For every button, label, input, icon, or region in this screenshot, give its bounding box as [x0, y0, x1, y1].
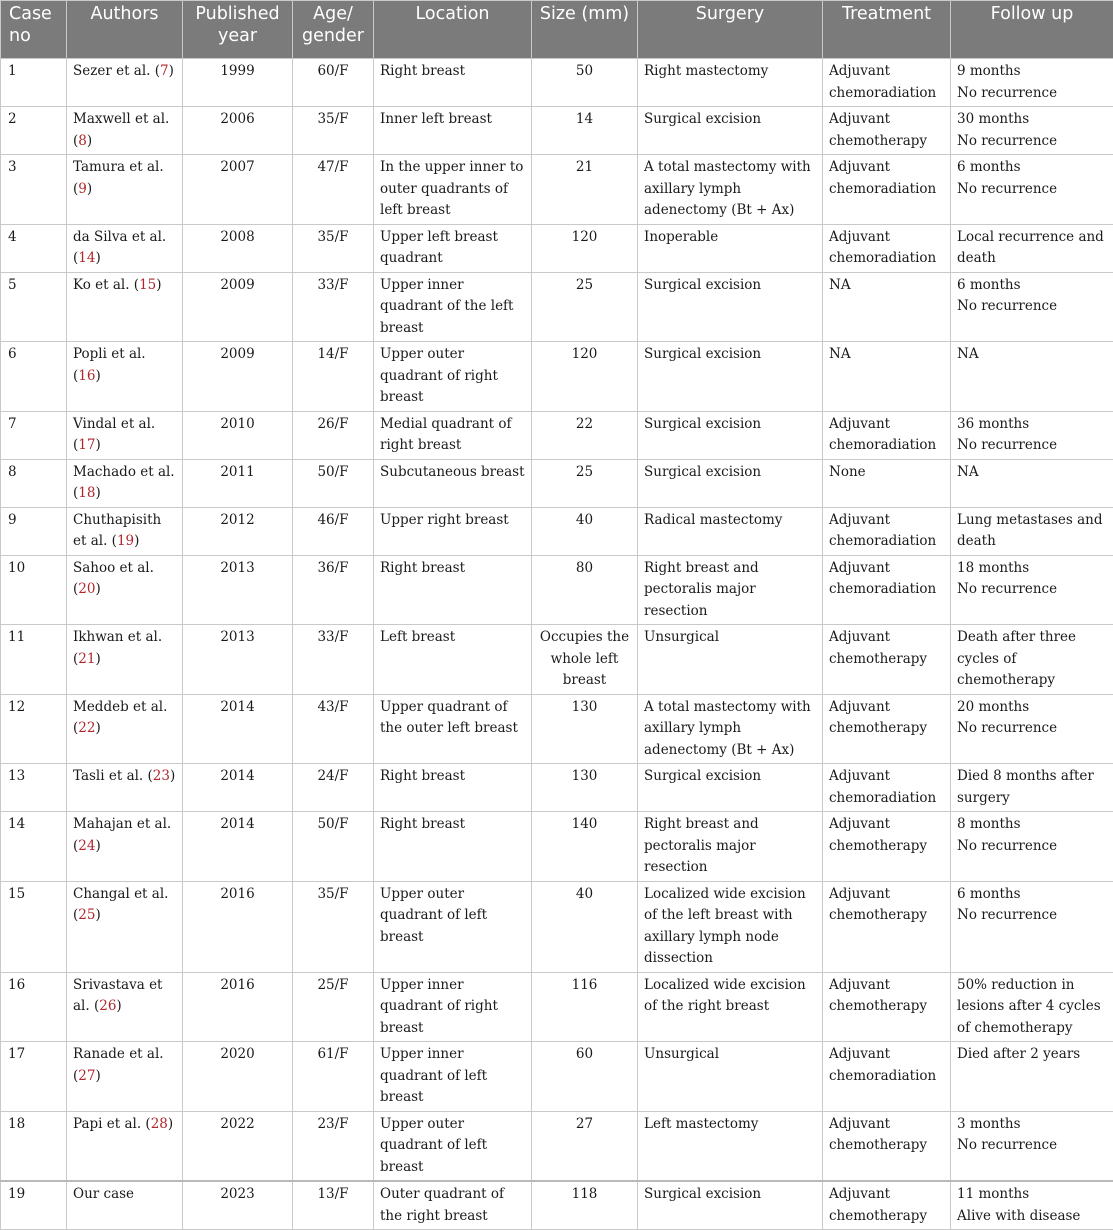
cell-age-gender: 35/F — [293, 107, 374, 155]
header-label: Authors — [90, 4, 158, 24]
table-row — [1, 625, 1113, 695]
cell-size: 60 — [532, 1042, 638, 1112]
cell-case-no: 6 — [1, 342, 67, 412]
cell-case-no: 13 — [1, 764, 67, 812]
cell-case-no: 14 — [1, 812, 67, 882]
cell-treatment: Adjuvant chemoradiation — [823, 155, 951, 225]
cell-location: Upper outer quadrant of left breast — [374, 881, 532, 972]
cell-authors: Changal et al. (25) — [67, 881, 183, 972]
header-label: Size (mm) — [540, 4, 629, 24]
cell-authors: Papi et al. (28) — [67, 1111, 183, 1181]
cell-age-gender: 33/F — [293, 625, 374, 695]
header-label: Case no — [9, 4, 52, 46]
citation-link[interactable]: 28 — [151, 1116, 168, 1132]
cell-follow-up: Death after three cycles of chemotherapy — [951, 625, 1113, 695]
cell-case-no: 9 — [1, 507, 67, 555]
cell-location: Upper inner quadrant of the left breast — [374, 272, 532, 342]
cell-age-gender: 50/F — [293, 459, 374, 507]
citation-link[interactable]: 23 — [153, 768, 170, 784]
citation-link[interactable]: 14 — [78, 250, 95, 266]
cell-location: Right breast — [374, 764, 532, 812]
cell-treatment: NA — [823, 272, 951, 342]
cell-age-gender: 24/F — [293, 764, 374, 812]
author-name: Meddeb et al. — [73, 699, 167, 715]
author-name: Ikhwan et al. — [73, 629, 162, 645]
cell-surgery: Right mastectomy — [638, 59, 823, 107]
cell-follow-up: 9 months No recurrence — [951, 59, 1113, 107]
cell-age-gender: 50/F — [293, 812, 374, 882]
header-case-no — [1, 1, 67, 59]
cell-published-year: 2012 — [183, 507, 293, 555]
cell-treatment: NA — [823, 342, 951, 412]
cell-surgery: Surgical excision — [638, 1181, 823, 1230]
table-row — [1, 555, 1113, 625]
citation-link[interactable]: 22 — [78, 720, 95, 736]
table-row — [1, 764, 1113, 812]
cell-location: Upper quadrant of the outer left breast — [374, 694, 532, 764]
cell-case-no: 5 — [1, 272, 67, 342]
cell-case-no: 2 — [1, 107, 67, 155]
cell-published-year: 2016 — [183, 881, 293, 972]
cell-surgery: Surgical excision — [638, 272, 823, 342]
citation-link[interactable]: 19 — [117, 533, 134, 549]
cell-case-no: 10 — [1, 555, 67, 625]
cell-published-year: 2009 — [183, 342, 293, 412]
author-name: Machado et al. — [73, 464, 175, 480]
cell-treatment: Adjuvant chemoradiation — [823, 411, 951, 459]
cell-published-year: 2006 — [183, 107, 293, 155]
cell-case-no: 15 — [1, 881, 67, 972]
cell-authors: Sezer et al. (7) — [67, 59, 183, 107]
citation-link[interactable]: 21 — [78, 651, 95, 667]
cell-treatment: Adjuvant chemotherapy — [823, 972, 951, 1042]
cell-location: Inner left breast — [374, 107, 532, 155]
cell-published-year: 2022 — [183, 1111, 293, 1181]
cell-size: 140 — [532, 812, 638, 882]
header-label: Surgery — [696, 4, 765, 24]
author-name: Papi et al. — [73, 1116, 141, 1132]
cell-age-gender: 23/F — [293, 1111, 374, 1181]
cell-size: 21 — [532, 155, 638, 225]
table-row — [1, 812, 1113, 882]
table-row — [1, 224, 1113, 272]
cell-location: Subcutaneous breast — [374, 459, 532, 507]
cell-age-gender: 26/F — [293, 411, 374, 459]
cell-surgery: A total mastectomy with axillary lymph adenectomy (Bt + Ax) — [638, 155, 823, 225]
cell-location: Upper outer quadrant of right breast — [374, 342, 532, 412]
author-name: Tasli et al. — [73, 768, 143, 784]
table-row — [1, 972, 1113, 1042]
cell-age-gender: 43/F — [293, 694, 374, 764]
cell-case-no: 12 — [1, 694, 67, 764]
table-row — [1, 272, 1113, 342]
cell-surgery: Unsurgical — [638, 625, 823, 695]
table-row — [1, 881, 1113, 972]
cell-follow-up: 20 months No recurrence — [951, 694, 1113, 764]
cell-treatment: Adjuvant chemoradiation — [823, 764, 951, 812]
cell-follow-up: 8 months No recurrence — [951, 812, 1113, 882]
cell-case-no: 4 — [1, 224, 67, 272]
cell-location: Right breast — [374, 812, 532, 882]
cell-location: Upper inner quadrant of left breast — [374, 1042, 532, 1112]
cell-surgery: Localized wide excision of the right breast — [638, 972, 823, 1042]
cell-published-year: 2008 — [183, 224, 293, 272]
cell-treatment: Adjuvant chemoradiation — [823, 507, 951, 555]
cell-surgery: Surgical excision — [638, 107, 823, 155]
cell-surgery: Surgical excision — [638, 342, 823, 412]
cell-size: 118 — [532, 1181, 638, 1230]
cell-follow-up: 3 months No recurrence — [951, 1111, 1113, 1181]
author-name: Mahajan et al. — [73, 816, 171, 832]
cell-case-no: 17 — [1, 1042, 67, 1112]
cell-location: Right breast — [374, 555, 532, 625]
cell-follow-up: 18 months No recurrence — [951, 555, 1113, 625]
cell-authors: Meddeb et al. (22) — [67, 694, 183, 764]
cell-age-gender: 13/F — [293, 1181, 374, 1230]
cell-published-year: 2007 — [183, 155, 293, 225]
header-age-gender — [293, 1, 374, 59]
cell-age-gender: 36/F — [293, 555, 374, 625]
citation-link[interactable]: 15 — [139, 277, 156, 293]
cell-surgery: Localized wide excision of the left breast with axillary lymph node dissection — [638, 881, 823, 972]
cell-size: 40 — [532, 881, 638, 972]
cell-location: Outer quadrant of the right breast — [374, 1181, 532, 1230]
cell-follow-up: 6 months No recurrence — [951, 272, 1113, 342]
cell-treatment: Adjuvant chemotherapy — [823, 1111, 951, 1181]
cell-surgery: A total mastectomy with axillary lymph adenectomy (Bt + Ax) — [638, 694, 823, 764]
cell-surgery: Surgical excision — [638, 764, 823, 812]
cell-size: 27 — [532, 1111, 638, 1181]
citation-link[interactable]: 16 — [78, 368, 95, 384]
cell-size: 116 — [532, 972, 638, 1042]
cell-follow-up: 11 months Alive with disease — [951, 1181, 1113, 1230]
cell-published-year: 2014 — [183, 812, 293, 882]
cell-published-year: 2023 — [183, 1181, 293, 1230]
cell-authors — [67, 1181, 183, 1230]
cell-authors: Sahoo et al. (20) — [67, 555, 183, 625]
cell-treatment: Adjuvant chemotherapy — [823, 694, 951, 764]
cell-published-year: 2011 — [183, 459, 293, 507]
cell-authors: Tamura et al. (9) — [67, 155, 183, 225]
cell-age-gender: 14/F — [293, 342, 374, 412]
citation-link[interactable]: 17 — [78, 437, 95, 453]
header-label: Location — [415, 4, 489, 24]
cell-size: 40 — [532, 507, 638, 555]
cell-follow-up: Lung metastases and death — [951, 507, 1113, 555]
author-name: Changal et al. — [73, 886, 168, 902]
author-name: Vindal et al. — [73, 416, 155, 432]
cell-size: 25 — [532, 272, 638, 342]
cell-authors: Popli et al. (16) — [67, 342, 183, 412]
cell-authors: Vindal et al. (17) — [67, 411, 183, 459]
cell-age-gender: 46/F — [293, 507, 374, 555]
cell-age-gender: 33/F — [293, 272, 374, 342]
header-label: Published year — [195, 4, 279, 46]
cell-authors: Ranade et al. (27) — [67, 1042, 183, 1112]
cell-location: In the upper inner to outer quadrants of left breast — [374, 155, 532, 225]
cell-age-gender: 47/F — [293, 155, 374, 225]
author-name: Chuthapisith et al. — [73, 512, 161, 550]
cell-treatment: Adjuvant chemoradiation — [823, 555, 951, 625]
author-name: Popli et al. — [73, 346, 146, 362]
header-published-year — [183, 1, 293, 59]
cell-published-year: 2009 — [183, 272, 293, 342]
cell-follow-up: 30 months No recurrence — [951, 107, 1113, 155]
table-row — [1, 155, 1113, 225]
table-row — [1, 411, 1113, 459]
cell-age-gender: 35/F — [293, 224, 374, 272]
cell-authors: Chuthapisith et al. (19) — [67, 507, 183, 555]
cell-follow-up: 6 months No recurrence — [951, 881, 1113, 972]
cell-age-gender: 35/F — [293, 881, 374, 972]
cell-case-no: 8 — [1, 459, 67, 507]
cell-size: 25 — [532, 459, 638, 507]
cell-published-year: 1999 — [183, 59, 293, 107]
table-row — [1, 507, 1113, 555]
cell-case-no: 7 — [1, 411, 67, 459]
cell-age-gender: 25/F — [293, 972, 374, 1042]
table-body — [1, 59, 1113, 1230]
cell-size: 120 — [532, 342, 638, 412]
cell-location: Upper outer quadrant of left breast — [374, 1111, 532, 1181]
author-name: Srivastava et al. — [73, 977, 162, 1015]
header-follow-up — [951, 1, 1113, 59]
cell-authors: Srivastava et al. (26) — [67, 972, 183, 1042]
cell-location: Upper right breast — [374, 507, 532, 555]
header-label: Follow up — [991, 4, 1074, 24]
header-authors — [67, 1, 183, 59]
author-name: Our case — [73, 1186, 134, 1202]
cell-treatment: Adjuvant chemoradiation — [823, 224, 951, 272]
header-label: Treatment — [842, 4, 931, 24]
cell-location: Right breast — [374, 59, 532, 107]
cell-follow-up: Died after 2 years — [951, 1042, 1113, 1112]
cell-case-no: 16 — [1, 972, 67, 1042]
cell-location: Left breast — [374, 625, 532, 695]
author-name: Tamura et al. — [73, 159, 164, 175]
cell-size: 80 — [532, 555, 638, 625]
cell-follow-up: NA — [951, 342, 1113, 412]
cell-follow-up: NA — [951, 459, 1113, 507]
cell-size: Occupies the whole left breast — [532, 625, 638, 695]
citation-link[interactable]: 25 — [78, 907, 95, 923]
table-row — [1, 694, 1113, 764]
cell-published-year: 2016 — [183, 972, 293, 1042]
table-row — [1, 1042, 1113, 1112]
cell-authors: Mahajan et al. (24) — [67, 812, 183, 882]
cell-treatment: Adjuvant chemotherapy — [823, 625, 951, 695]
header-treatment — [823, 1, 951, 59]
cell-published-year: 2014 — [183, 764, 293, 812]
cell-published-year: 2013 — [183, 555, 293, 625]
table-row — [1, 459, 1113, 507]
cell-treatment: Adjuvant chemoradiation — [823, 1042, 951, 1112]
cell-size: 130 — [532, 694, 638, 764]
cell-size: 22 — [532, 411, 638, 459]
author-name: Ranade et al. — [73, 1046, 164, 1062]
cell-follow-up: 6 months No recurrence — [951, 155, 1113, 225]
header-size — [532, 1, 638, 59]
table-row — [1, 1181, 1113, 1230]
cell-treatment: Adjuvant chemotherapy — [823, 812, 951, 882]
cell-authors: Tasli et al. (23) — [67, 764, 183, 812]
cell-size: 130 — [532, 764, 638, 812]
cell-published-year: 2013 — [183, 625, 293, 695]
cell-case-no: 11 — [1, 625, 67, 695]
cell-treatment: Adjuvant chemoradiation — [823, 59, 951, 107]
header-row — [1, 1, 1113, 59]
cell-treatment: Adjuvant chemotherapy — [823, 1181, 951, 1230]
header-label: Age/ gender — [302, 4, 364, 46]
header-location — [374, 1, 532, 59]
cell-surgery: Surgical excision — [638, 459, 823, 507]
cell-case-no: 1 — [1, 59, 67, 107]
cell-follow-up: Local recurrence and death — [951, 224, 1113, 272]
cell-case-no: 19 — [1, 1181, 67, 1230]
cell-surgery: Left mastectomy — [638, 1111, 823, 1181]
cell-follow-up: 50% reduction in lesions after 4 cycles of chemotherapy — [951, 972, 1113, 1042]
cell-treatment: Adjuvant chemotherapy — [823, 107, 951, 155]
cell-published-year: 2010 — [183, 411, 293, 459]
cell-authors: Maxwell et al. (8) — [67, 107, 183, 155]
table-row — [1, 1111, 1113, 1181]
citation-link[interactable]: 20 — [78, 581, 95, 597]
citation-link[interactable]: 7 — [160, 63, 169, 79]
cell-surgery: Radical mastectomy — [638, 507, 823, 555]
cell-follow-up: 36 months No recurrence — [951, 411, 1113, 459]
cell-location: Upper inner quadrant of right breast — [374, 972, 532, 1042]
author-name: da Silva et al. — [73, 229, 166, 245]
cell-treatment: None — [823, 459, 951, 507]
cell-age-gender: 61/F — [293, 1042, 374, 1112]
cell-size: 50 — [532, 59, 638, 107]
cell-treatment: Adjuvant chemotherapy — [823, 881, 951, 972]
cell-case-no: 3 — [1, 155, 67, 225]
cell-surgery: Inoperable — [638, 224, 823, 272]
author-name: Sahoo et al. — [73, 560, 154, 576]
author-name: Sezer et al. — [73, 63, 150, 79]
cell-location: Medial quadrant of right breast — [374, 411, 532, 459]
citation-link[interactable]: 8 — [78, 133, 87, 149]
table-row — [1, 342, 1113, 412]
author-name: Maxwell et al. — [73, 111, 169, 127]
cell-size: 120 — [532, 224, 638, 272]
cell-authors: da Silva et al. (14) — [67, 224, 183, 272]
citation-link[interactable]: 18 — [78, 485, 95, 501]
cell-size: 14 — [532, 107, 638, 155]
cell-surgery: Right breast and pectoralis major resection — [638, 812, 823, 882]
citation-link[interactable]: 26 — [99, 998, 116, 1014]
table-row — [1, 107, 1113, 155]
cell-surgery: Surgical excision — [638, 411, 823, 459]
header-surgery — [638, 1, 823, 59]
cell-case-no: 18 — [1, 1111, 67, 1181]
table-row — [1, 59, 1113, 107]
cell-authors: Machado et al. (18) — [67, 459, 183, 507]
cell-published-year: 2020 — [183, 1042, 293, 1112]
cell-published-year: 2014 — [183, 694, 293, 764]
cell-age-gender: 60/F — [293, 59, 374, 107]
citation-link[interactable]: 27 — [78, 1068, 95, 1084]
cell-surgery: Unsurgical — [638, 1042, 823, 1112]
cell-authors: Ikhwan et al. (21) — [67, 625, 183, 695]
cell-surgery: Right breast and pectoralis major resection — [638, 555, 823, 625]
cell-location: Upper left breast quadrant — [374, 224, 532, 272]
citation-link[interactable]: 24 — [78, 838, 95, 854]
cell-authors: Ko et al. (15) — [67, 272, 183, 342]
citation-link[interactable]: 9 — [78, 181, 87, 197]
author-name: Ko et al. — [73, 277, 130, 293]
cell-follow-up: Died 8 months after surgery — [951, 764, 1113, 812]
